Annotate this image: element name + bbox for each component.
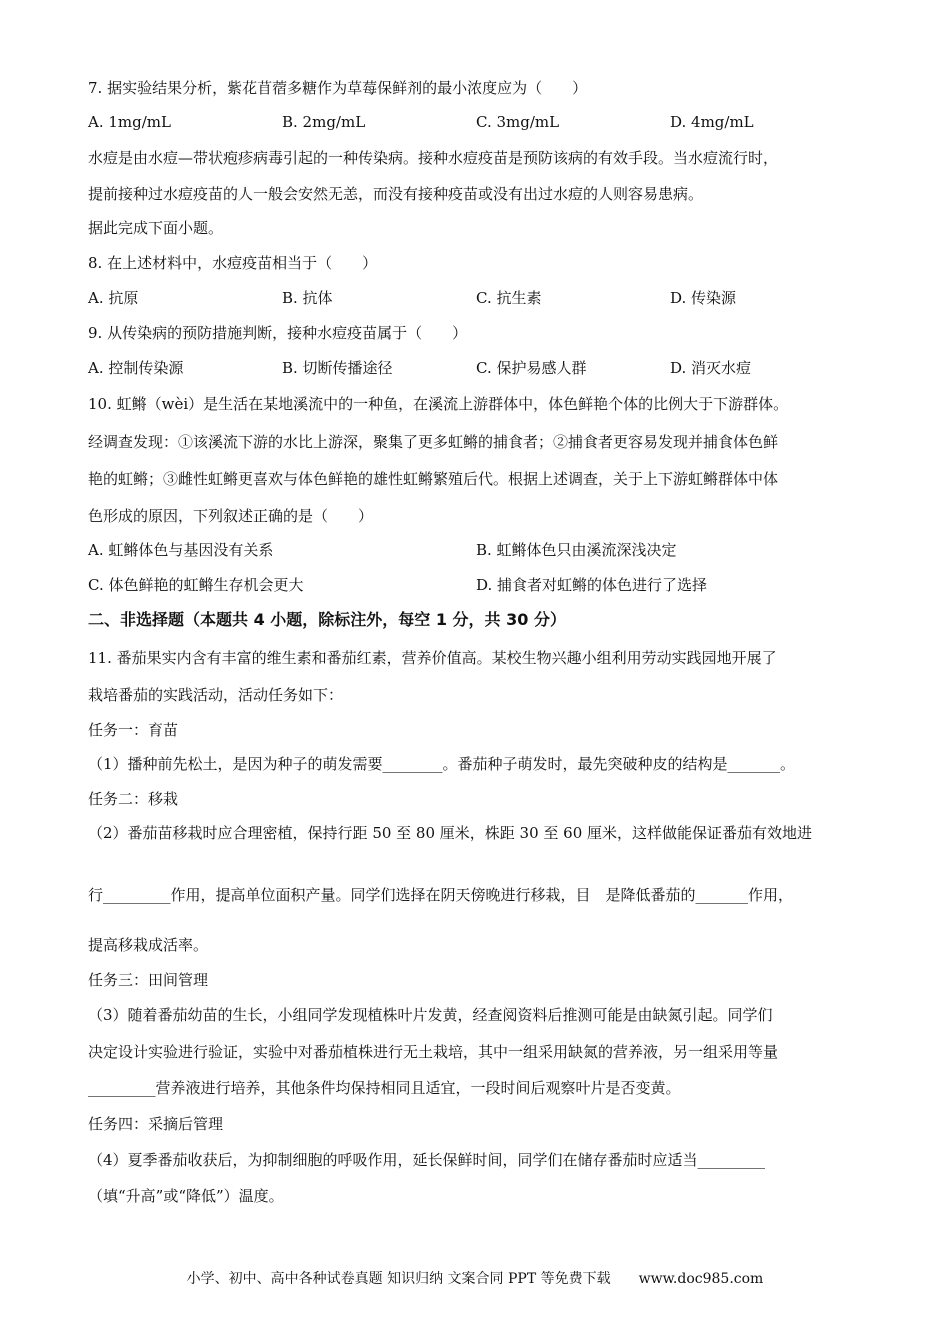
q10-option-b: B. 虹鳉体色只由溪流深浅决定: [476, 541, 677, 559]
q10-option-a: A. 虹鳉体色与基因没有关系: [88, 541, 274, 559]
material-line-2: 提前接种过水痘疫苗的人一般会安然无恙，而没有接种疫苗或没有出过水痘的人则容易患病。: [88, 185, 704, 203]
q8-option-d: D. 传染源: [670, 289, 737, 307]
q9-stem: 9. 从传染病的预防措施判断，接种水痘疫苗属于（ ）: [88, 324, 468, 342]
q9-option-b: B. 切断传播途径: [282, 359, 393, 377]
q8-option-c: C. 抗生素: [476, 289, 542, 307]
q9-option-d: D. 消灭水痘: [670, 359, 752, 377]
material-line-1: 水痘是由水痘—带状疱疹病毒引起的一种传染病。接种水痘疫苗是预防该病的有效手段。当水痘流行时，: [88, 149, 779, 167]
q11-part-3-line-1: （3）随着番茄幼苗的生长，小组同学发现植株叶片发黄，经查阅资料后推测可能是由缺氮引起。同学们: [88, 1006, 773, 1024]
q10-option-d: D. 捕食者对虹鳉的体色进行了选择: [476, 576, 708, 594]
q11-line-2: 栽培番茄的实践活动，活动任务如下：: [88, 686, 344, 704]
q9-option-c: C. 保护易感人群: [476, 359, 587, 377]
page-footer: 小学、初中、高中各种试卷真题 知识归纳 文案合同 PPT 等免费下载 www.doc985.com: [186, 1271, 764, 1287]
q11-part-3-line-3: _________营养液进行培养，其他条件均保持相同且适宜，一段时间后观察叶片是否变黄。: [88, 1079, 681, 1097]
q8-option-b: B. 抗体: [282, 289, 333, 307]
q7-option-b: B. 2mg/mL: [282, 113, 366, 131]
q11-part-2-line-3: 提高移栽成活率。: [88, 936, 209, 954]
q11-part-3-line-2: 决定设计实验进行验证，实验中对番茄植株进行无土栽培，其中一组采用缺氮的营养液，另一组采用等量: [88, 1043, 779, 1061]
q9-option-a: A. 控制传染源: [88, 359, 184, 377]
q11-part-2-line-2: 行_________作用，提高单位面积产量。同学们选择在阴天傍晚进行移栽，目 是降低番茄的_______作用，: [88, 886, 794, 904]
q11-part-1: （1）播种前先松土，是因为种子的萌发需要________。番茄种子萌发时，最先突破种皮的结构是_______。: [88, 755, 796, 773]
q10-option-c: C. 体色鲜艳的虹鳉生存机会更大: [88, 576, 304, 594]
task-3-heading: 任务三：田间管理: [88, 971, 209, 989]
q10-line-4: 色形成的原因，下列叙述正确的是（ ）: [88, 507, 374, 525]
q11-part-4-line-1: （4）夏季番茄收获后，为抑制细胞的呼吸作用，延长保鲜时间，同学们在储存番茄时应适当_________: [88, 1151, 766, 1169]
material-line-3: 据此完成下面小题。: [88, 219, 224, 237]
q11-part-4-line-2: （填“升高”或“降低”）温度。: [88, 1187, 284, 1205]
q10-line-2: 经调查发现：①该溪流下游的水比上游深，聚集了更多虹鳉的捕食者；②捕食者更容易发现并捕食体色鲜: [88, 433, 779, 451]
q8-stem: 8. 在上述材料中，水痘疫苗相当于（ ）: [88, 254, 378, 272]
q10-line-3: 艳的虹鳉；③雌性虹鳉更喜欢与体色鲜艳的雄性虹鳉繁殖后代。根据上述调查，关于上下游虹鳉群体中体: [88, 470, 779, 488]
q11-line-1: 11. 番茄果实内含有丰富的维生素和番茄红素，营养价值高。某校生物兴趣小组利用劳动实践园地开展了: [88, 649, 777, 667]
task-1-heading: 任务一：育苗: [88, 721, 179, 739]
q7-option-c: C. 3mg/mL: [476, 113, 560, 131]
q10-line-1: 10. 虹鳉（wèi）是生活在某地溪流中的一种鱼，在溪流上游群体中，体色鲜艳个体的比例大于下游群体。: [88, 395, 789, 413]
q8-option-a: A. 抗原: [88, 289, 139, 307]
q7-option-a: A. 1mg/mL: [88, 113, 171, 131]
q7-stem: 7. 据实验结果分析，紫花苜蓿多糖作为草莓保鲜剂的最小浓度应为（ ）: [88, 79, 588, 97]
q11-part-2-line-1: （2）番茄苗移栽时应合理密植，保持行距 50 至 80 厘米，株距 30 至 60 厘米，这样做能保证番茄有效地进: [88, 824, 813, 842]
task-2-heading: 任务二：移栽: [88, 790, 179, 808]
q7-option-d: D. 4mg/mL: [670, 113, 754, 131]
task-4-heading: 任务四：采摘后管理: [88, 1115, 224, 1133]
section-heading: 二、非选择题（本题共 4 小题，除标注外，每空 1 分，共 30 分）: [88, 610, 566, 629]
